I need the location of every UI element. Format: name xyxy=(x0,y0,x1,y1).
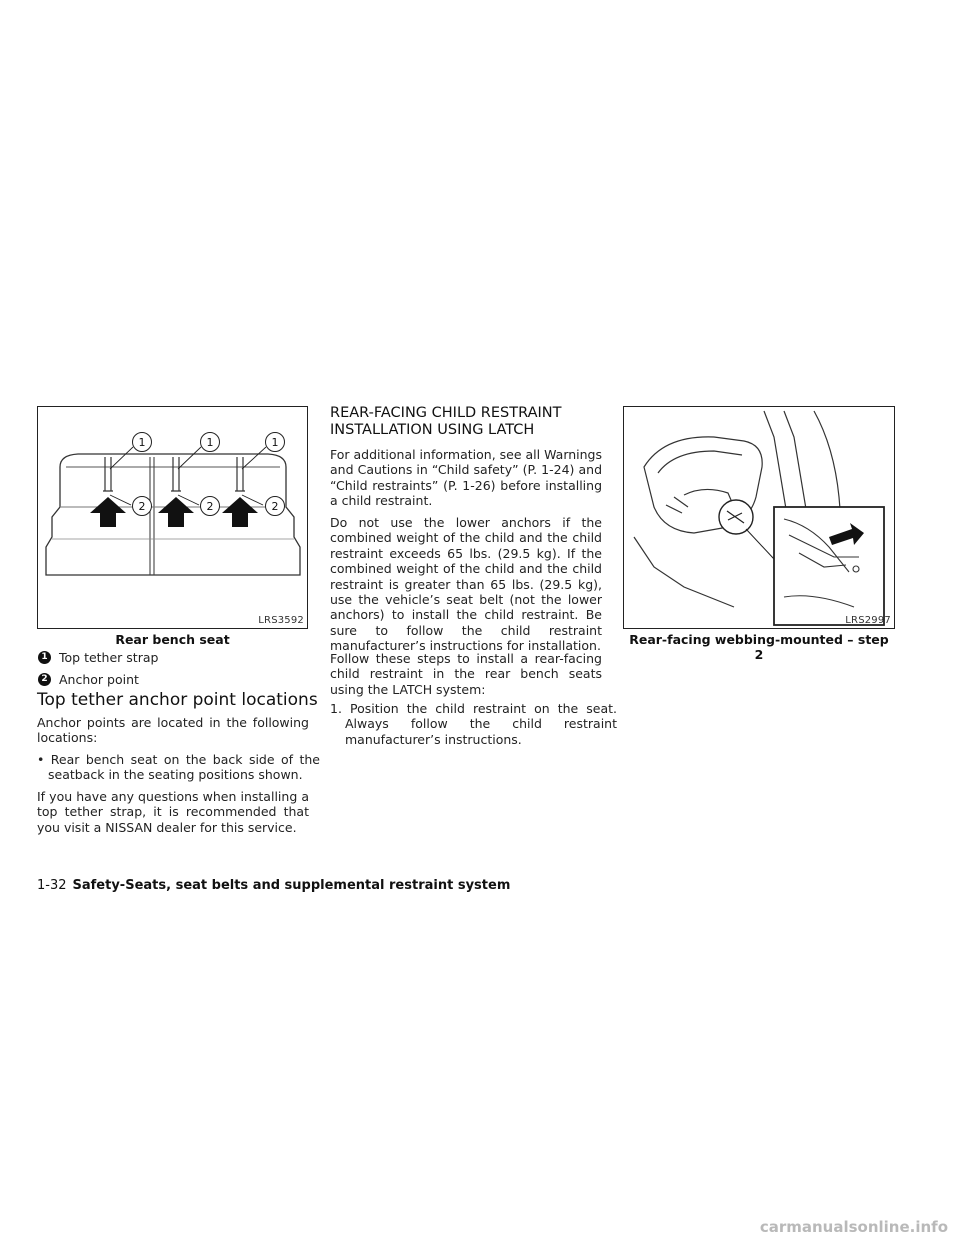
paragraph-warnings: For additional information, see all Warnings and Cautions in “Child safety” (P. 1-24) and “Child restraints” (P. 1-26) before installing a child restraint. xyxy=(330,447,602,509)
watermark: carmanualsonline.info xyxy=(759,1218,948,1236)
figure-caption: Rear bench seat xyxy=(115,632,230,647)
step-1: 1. Position the child restraint on the seat. Always follow the child restraint manufacturer’s instructions. xyxy=(330,701,617,747)
rear-facing-installation-illustration xyxy=(624,407,894,628)
callout-1-center: 1 xyxy=(206,436,214,449)
callout-2-right: 2 xyxy=(271,500,279,513)
page-number: 1-32 xyxy=(37,878,67,893)
legend-item-anchor-point xyxy=(38,672,139,687)
legend-text: Anchor point xyxy=(59,672,139,687)
figure-code: LRS2997 xyxy=(845,615,891,626)
paragraph-weight-limit: Do not use the lower anchors if the combined weight of the child and the child restraint exceeds 65 lbs. (29.5 kg). If the combined weight of the child and the child restraint is greater than 65 lbs. (29.5 kg), use the vehicle’s seat belt (not the lower anchors) to install the child restraint. Be sure to follow the child restraint manufacturer’s instructions for installation. xyxy=(330,515,602,654)
paragraph-intro: Anchor points are located in the following locations: xyxy=(37,715,309,746)
page-footer xyxy=(37,878,510,893)
figure-caption: Rear-facing webbing-mounted – step 2 xyxy=(629,632,889,662)
section-heading-rear-facing: REAR-FACING CHILD RESTRAINT INSTALLATION USING LATCH xyxy=(330,405,562,438)
callout-2-left: 2 xyxy=(138,500,146,513)
rear-bench-seat-illustration xyxy=(38,407,307,628)
paragraph-dealer-note: If you have any questions when installing a top tether strap, it is recommended that you visit a NISSAN dealer for this service. xyxy=(37,789,309,835)
legend-text: Top tether strap xyxy=(59,650,159,665)
figure-rear-facing-webbing xyxy=(623,406,895,629)
figure-rear-bench-seat xyxy=(37,406,308,629)
legend-item-top-tether-strap xyxy=(38,650,158,665)
callout-1-left: 1 xyxy=(138,436,146,449)
section-heading-top-tether: Top tether anchor point locations xyxy=(37,690,318,710)
figure-code: LRS3592 xyxy=(258,615,304,626)
bullet-rear-bench: • Rear bench seat on the back side of the seatback in the seating positions shown. xyxy=(37,752,320,783)
callout-2-center: 2 xyxy=(206,500,214,513)
section-title: Safety-Seats, seat belts and supplemental restraint system xyxy=(72,878,511,893)
callout-1-right: 1 xyxy=(271,436,279,449)
paragraph-follow-steps: Follow these steps to install a rear-facing child restraint in the rear bench seats using the LATCH system: xyxy=(330,651,602,697)
legend-number: 2 xyxy=(38,673,51,686)
legend-number: 1 xyxy=(38,651,51,664)
